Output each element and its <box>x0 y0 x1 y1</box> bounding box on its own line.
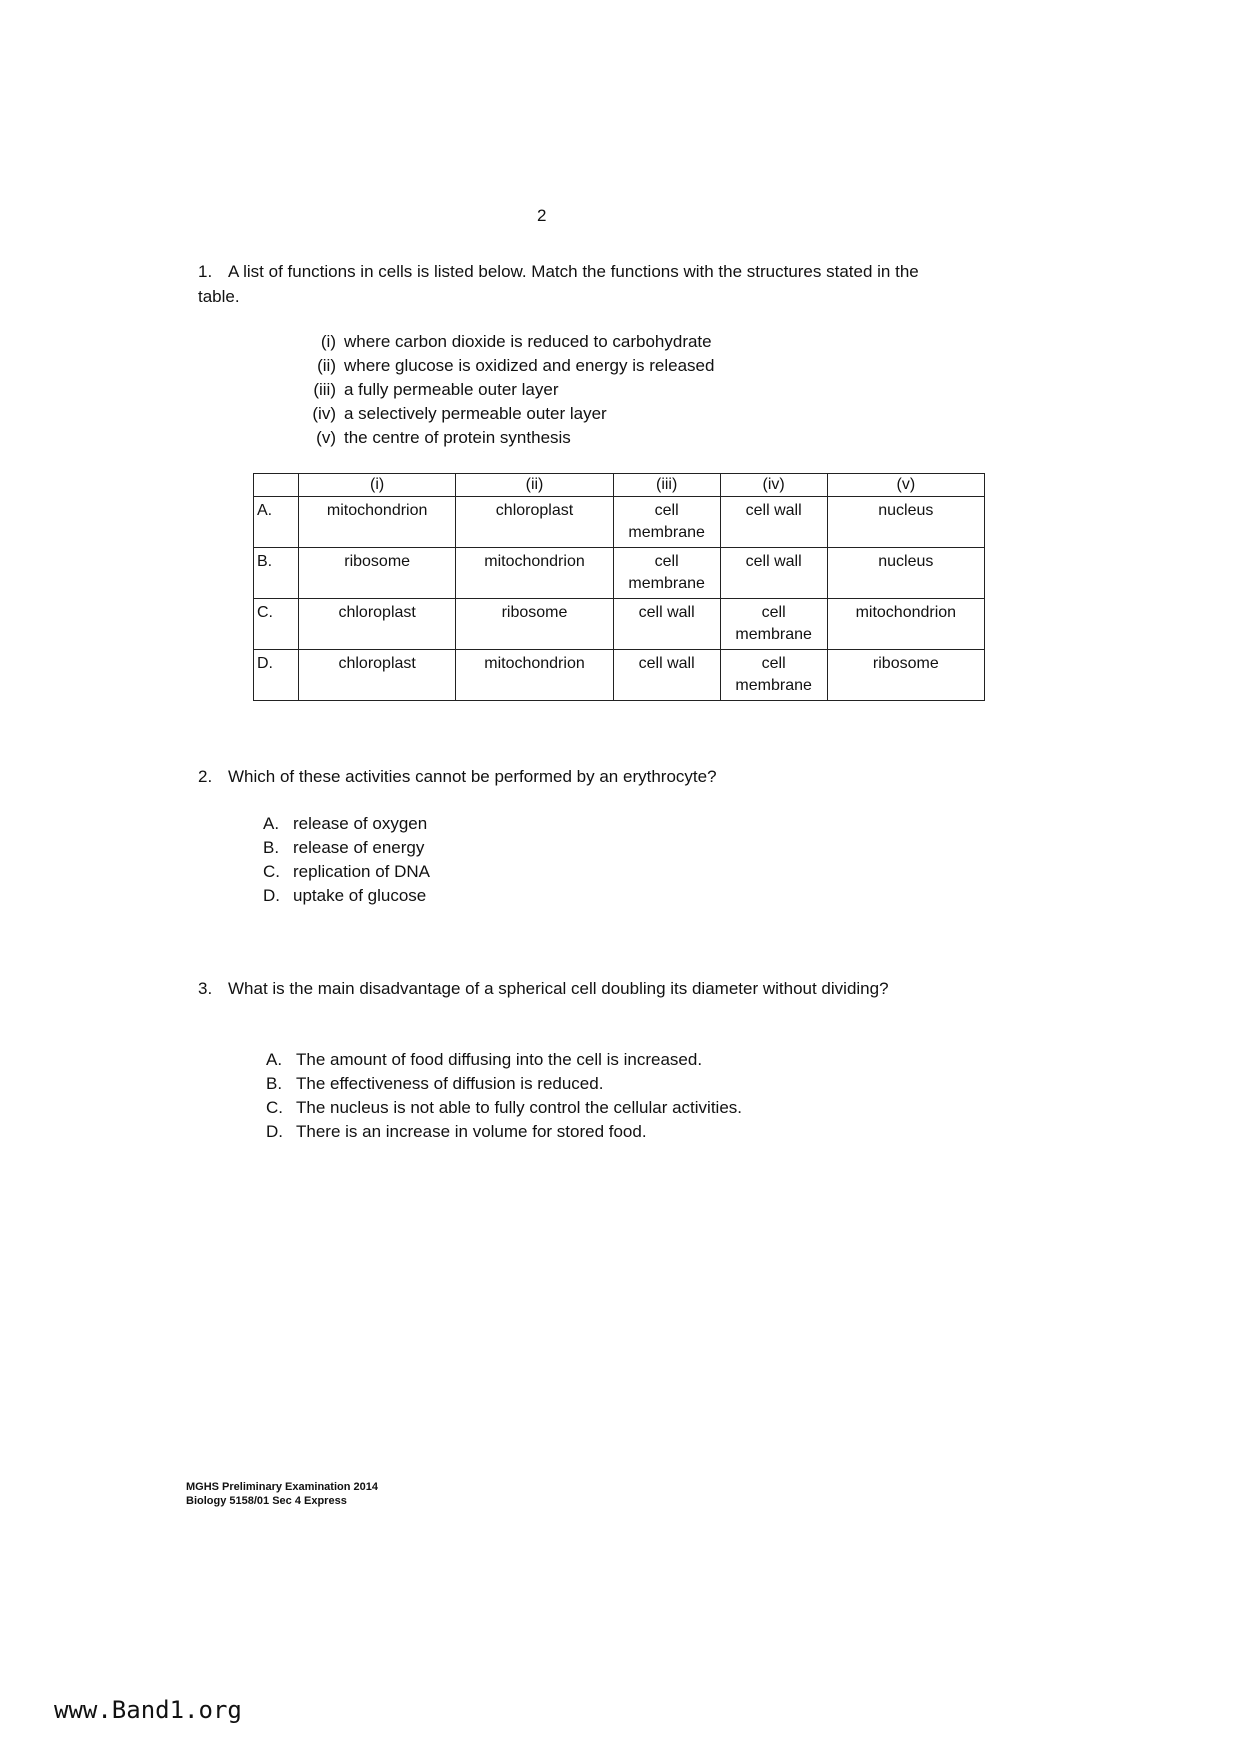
question-text: A list of functions in cells is listed below. Match the functions with the structures stated in the table. <box>198 262 919 306</box>
table-row: D. chloroplast mitochondrion cell wall cell membrane ribosome <box>254 650 985 701</box>
list-item: (ii) where glucose is oxidized and energy is released <box>317 356 715 375</box>
option: A. release of oxygen <box>263 814 428 833</box>
footer <box>186 1480 378 1508</box>
question-number: 1. <box>198 262 213 281</box>
option: D. uptake of glucose <box>263 886 427 905</box>
options-list <box>266 1048 742 1144</box>
list-item: (iii) a fully permeable outer layer <box>313 380 559 399</box>
option: B. release of energy <box>263 838 425 857</box>
footer-line-1: MGHS Preliminary Examination 2014 <box>186 1481 378 1493</box>
question-number: 2. <box>198 767 213 786</box>
list-item: (iv) a selectively permeable outer layer <box>312 404 607 423</box>
table-header-row: (i) (ii) (iii) (iv) (v) <box>254 474 985 497</box>
question-text: Which of these activities cannot be performed by an erythrocyte? <box>228 767 717 786</box>
question-number: 3. <box>198 979 213 998</box>
table-row: C. chloroplast ribosome cell wall cell membrane mitochondrion <box>254 599 985 650</box>
option: B. The effectiveness of diffusion is reduced. <box>266 1074 604 1093</box>
watermark: www.Band1.org <box>54 1696 242 1724</box>
page-number: 2 <box>537 206 547 225</box>
table-row: A. mitochondrion chloroplast cell membrane cell wall nucleus <box>254 497 985 548</box>
question-1 <box>198 259 938 309</box>
list-item: (v) the centre of protein synthesis <box>316 428 571 447</box>
option: C. The nucleus is not able to fully control the cellular activities. <box>266 1098 743 1117</box>
question-2 <box>198 764 938 789</box>
option: C. replication of DNA <box>263 862 431 881</box>
options-list <box>263 812 430 908</box>
question-text: What is the main disadvantage of a spherical cell doubling its diameter without dividing? <box>228 979 889 998</box>
list-item: (i) where carbon dioxide is reduced to carbohydrate <box>320 332 712 351</box>
table-row: B. ribosome mitochondrion cell membrane cell wall nucleus <box>254 548 985 599</box>
function-list <box>300 330 714 450</box>
option: A. The amount of food diffusing into the cell is increased. <box>266 1050 703 1069</box>
structures-table <box>253 473 985 701</box>
question-3 <box>198 976 938 1001</box>
footer-line-2: Biology 5158/01 Sec 4 Express <box>186 1495 347 1507</box>
option: D. There is an increase in volume for stored food. <box>266 1122 647 1141</box>
